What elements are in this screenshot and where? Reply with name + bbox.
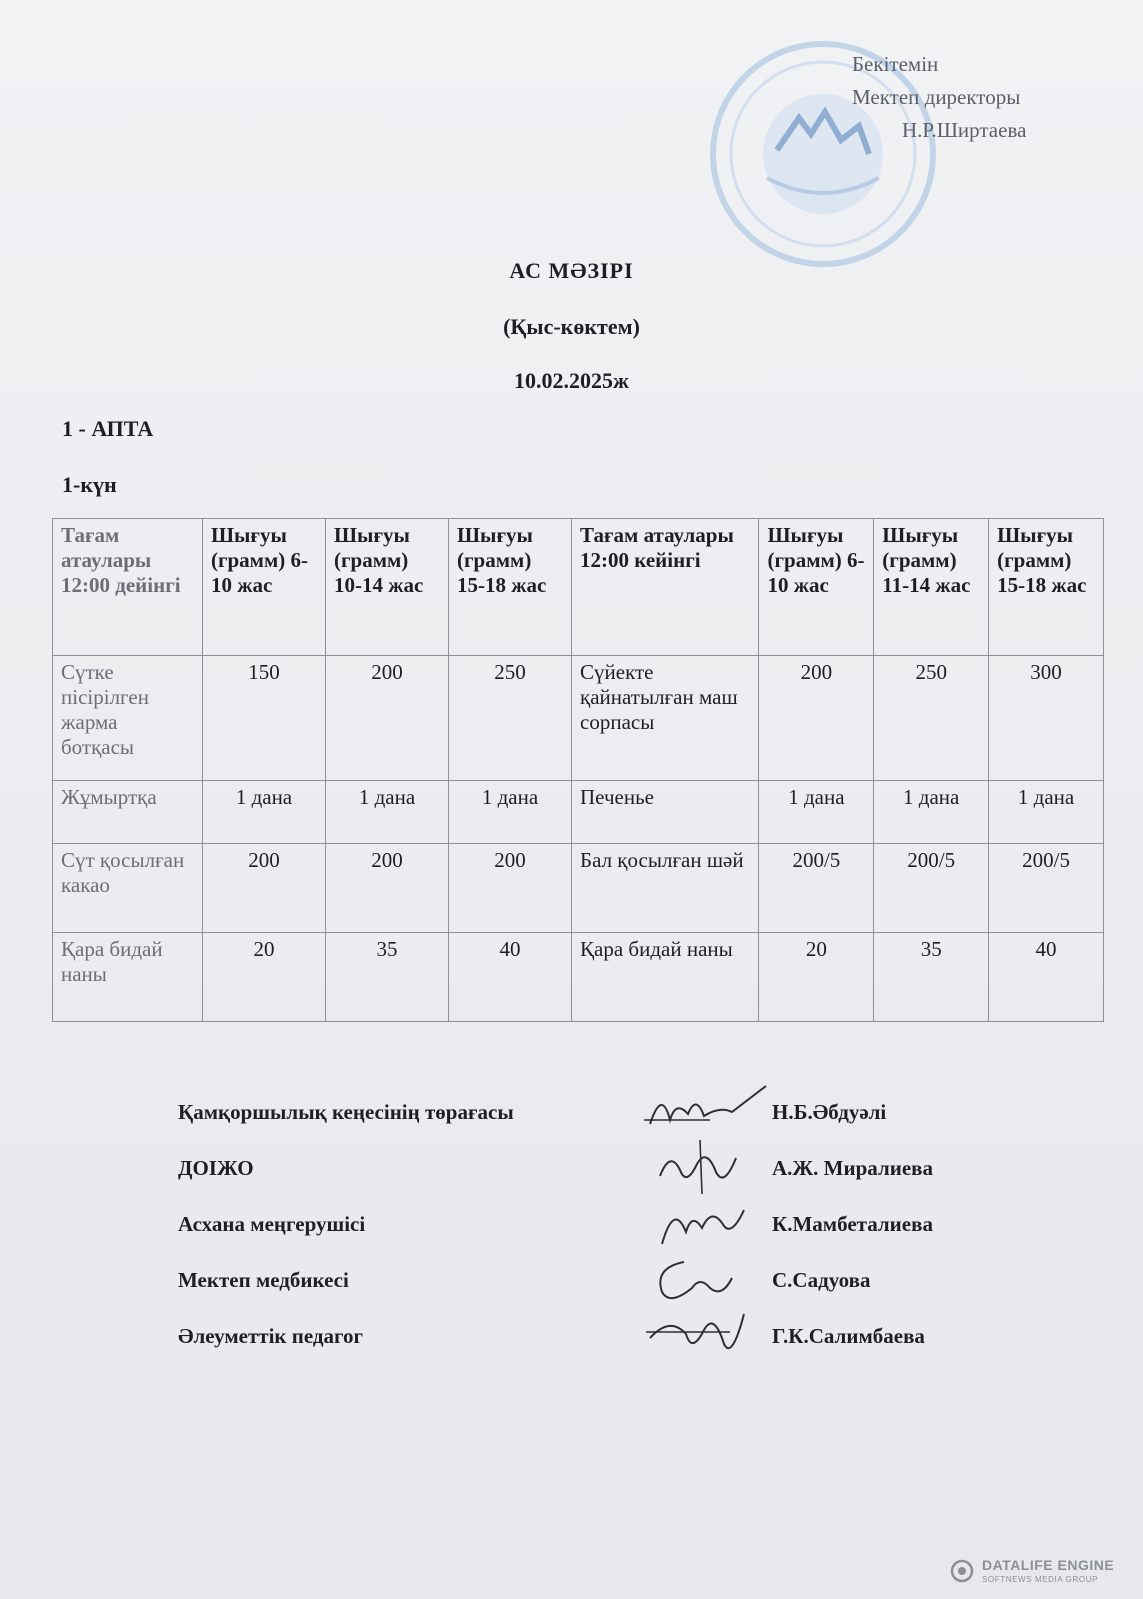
table-row bbox=[53, 656, 1104, 781]
approval-position: Мектеп директоры bbox=[852, 85, 1021, 109]
day-label: 1-күн bbox=[62, 472, 117, 497]
header-portion-15-18: Шығуы (грамм) 15-18 жас bbox=[449, 519, 572, 656]
handwritten-signature bbox=[640, 1080, 770, 1142]
portion-cell: 300 bbox=[989, 656, 1104, 781]
handwritten-signature bbox=[640, 1136, 770, 1198]
dish-name: Сүйекте қайнатылған маш сорпасы bbox=[572, 656, 759, 781]
portion-cell: 200 bbox=[202, 844, 325, 933]
portion-cell: 1 дана bbox=[325, 781, 448, 844]
signatory-name: Г.К.Салимбаева bbox=[772, 1324, 925, 1348]
portion-cell: 150 bbox=[202, 656, 325, 781]
portion-cell: 200/5 bbox=[874, 844, 989, 933]
handwritten-signature bbox=[640, 1192, 770, 1254]
portion-cell: 1 дана bbox=[449, 781, 572, 844]
datalife-logo-icon bbox=[950, 1559, 974, 1583]
week-label: 1 - АПТА bbox=[62, 416, 154, 441]
portion-cell: 40 bbox=[989, 933, 1104, 1022]
portion-cell: 200/5 bbox=[989, 844, 1104, 933]
dish-name: Сүт қосылған какао bbox=[53, 844, 203, 933]
menu-table bbox=[52, 518, 1104, 1022]
season-subtitle: (Қыс-көктем) bbox=[503, 314, 640, 339]
signature-row bbox=[0, 1262, 1143, 1302]
signatory-role: Асхана меңгерушісі bbox=[178, 1212, 366, 1236]
dish-name: Қара бидай наны bbox=[572, 933, 759, 1022]
portion-cell: 200 bbox=[325, 656, 448, 781]
approval-label: Бекітемін bbox=[852, 52, 939, 76]
approval-block bbox=[852, 48, 1092, 147]
signatory-name: А.Ж. Миралиева bbox=[772, 1156, 934, 1180]
signature-row bbox=[0, 1150, 1143, 1190]
document-title: АС МӘЗІРІ bbox=[509, 258, 634, 283]
header-dish-after-noon: Тағам атаулары 12:00 кейінгі bbox=[572, 519, 759, 656]
signatory-role: ДОІЖО bbox=[178, 1156, 254, 1180]
header-portion-10-14: Шығуы (грамм) 10-14 жас bbox=[325, 519, 448, 656]
portion-cell: 200/5 bbox=[759, 844, 874, 933]
portion-cell: 1 дана bbox=[874, 781, 989, 844]
portion-cell: 200 bbox=[759, 656, 874, 781]
header-portion-6-10-after: Шығуы (грамм) 6-10 жас bbox=[759, 519, 874, 656]
portion-cell: 35 bbox=[325, 933, 448, 1022]
table-row bbox=[53, 781, 1104, 844]
portion-cell: 1 дана bbox=[202, 781, 325, 844]
signatory-name: С.Садуова bbox=[772, 1268, 871, 1292]
watermark-subtitle: SOFTNEWS MEDIA GROUP bbox=[982, 1575, 1099, 1584]
handwritten-signature bbox=[640, 1304, 770, 1366]
signatory-role: Мектеп медбикесі bbox=[178, 1268, 349, 1292]
dish-name: Бал қосылған шәй bbox=[572, 844, 759, 933]
signature-row bbox=[0, 1094, 1143, 1134]
dish-name: Печенье bbox=[572, 781, 759, 844]
signatory-role: Әлеуметтік педагог bbox=[178, 1324, 364, 1348]
portion-cell: 1 дана bbox=[989, 781, 1104, 844]
table-row bbox=[53, 933, 1104, 1022]
dish-name: Жұмыртқа bbox=[53, 781, 203, 844]
dish-name: Қара бидай наны bbox=[53, 933, 203, 1022]
header-dish-before-noon: Тағам атаулары 12:00 дейінгі bbox=[53, 519, 203, 656]
portion-cell: 40 bbox=[449, 933, 572, 1022]
portion-cell: 200 bbox=[325, 844, 448, 933]
portion-cell: 20 bbox=[202, 933, 325, 1022]
watermark-brand: DATALIFE ENGINE bbox=[982, 1557, 1115, 1573]
table-header-row bbox=[53, 519, 1104, 656]
datalife-watermark bbox=[950, 1555, 1130, 1591]
header-portion-6-10: Шығуы (грамм) 6-10 жас bbox=[202, 519, 325, 656]
dish-name: Сүтке пісірілген жарма ботқасы bbox=[53, 656, 203, 781]
header-portion-11-14-after: Шығуы (грамм) 11-14 жас bbox=[874, 519, 989, 656]
handwritten-signature bbox=[640, 1248, 770, 1310]
table-row bbox=[53, 844, 1104, 933]
header-portion-15-18-after: Шығуы (грамм) 15-18 жас bbox=[989, 519, 1104, 656]
portion-cell: 250 bbox=[449, 656, 572, 781]
signature-row bbox=[0, 1318, 1143, 1358]
portion-cell: 200 bbox=[449, 844, 572, 933]
portion-cell: 35 bbox=[874, 933, 989, 1022]
portion-cell: 1 дана bbox=[759, 781, 874, 844]
portion-cell: 250 bbox=[874, 656, 989, 781]
signatory-name: Н.Б.Әбдуәлі bbox=[772, 1100, 887, 1124]
signature-row bbox=[0, 1206, 1143, 1246]
signatory-role: Қамқоршылық кеңесінің төрағасы bbox=[178, 1100, 514, 1124]
approval-director-name: Н.Р.Ширтаева bbox=[902, 118, 1027, 142]
signatory-name: К.Мамбеталиева bbox=[772, 1212, 933, 1236]
portion-cell: 20 bbox=[759, 933, 874, 1022]
menu-date: 10.02.2025ж bbox=[514, 368, 629, 393]
